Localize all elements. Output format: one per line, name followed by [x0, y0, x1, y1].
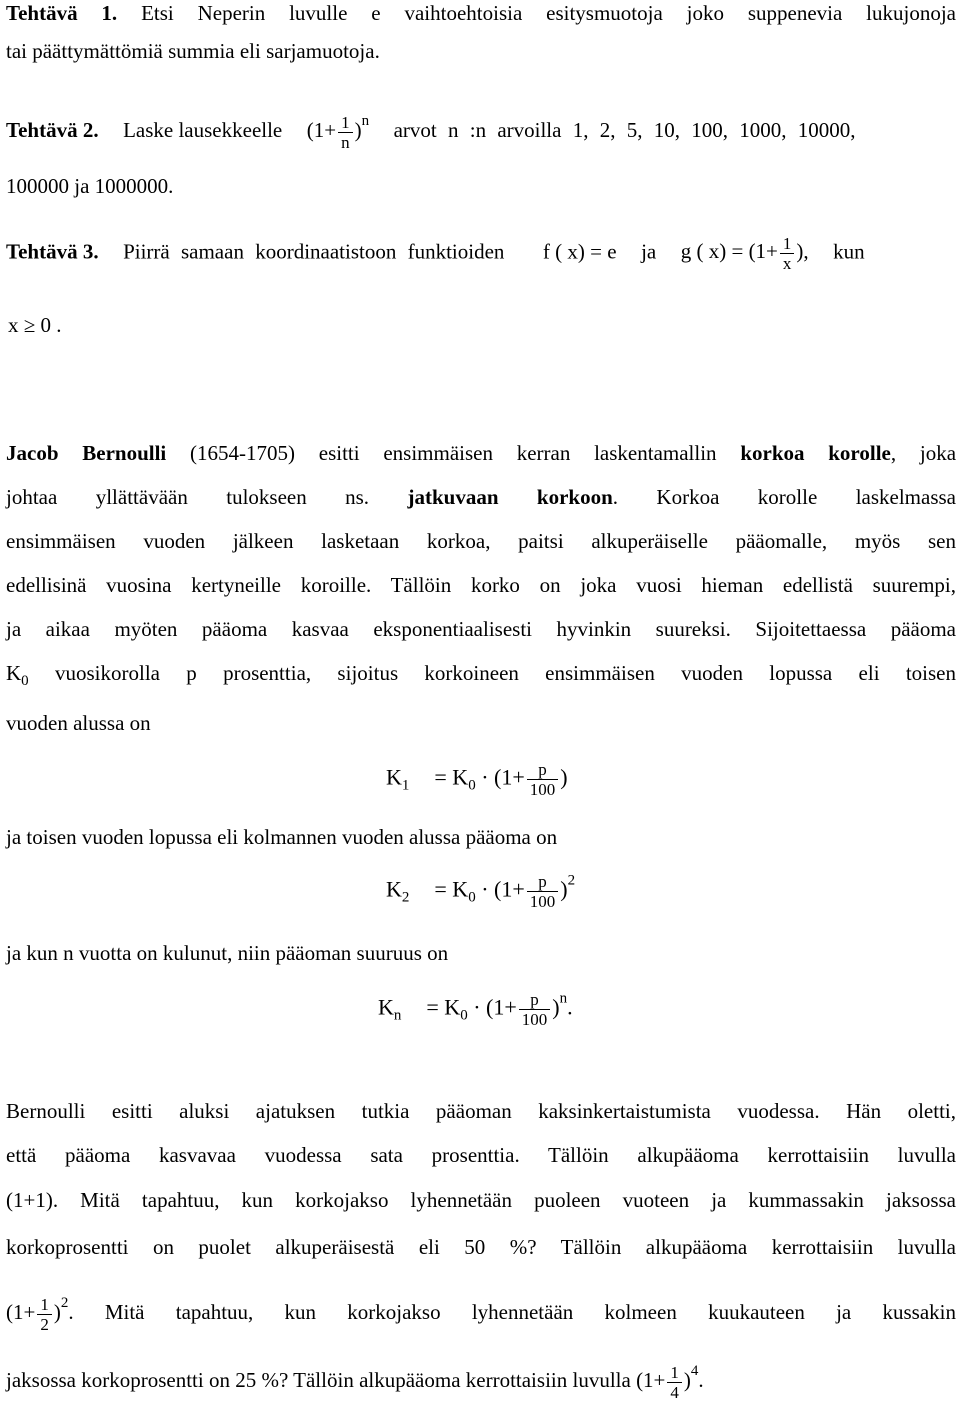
task-2-line-2: 100000 ja 1000000.	[6, 174, 174, 198]
expr-open: (1+	[636, 1368, 666, 1392]
g-close: ),	[796, 239, 809, 264]
task-3-kun: kun	[833, 239, 865, 264]
expr-close: )	[53, 1300, 61, 1324]
task-3-line-1	[6, 234, 956, 273]
eq-rhs: = K	[426, 994, 461, 1020]
body-text: . Mitä tapahtuu, kun korkojakso lyhennetään puoleen vuoteen ja kummassakin jaksossa	[52, 1188, 956, 1212]
fraction-numerator: 1	[780, 234, 795, 254]
expr-1-plus-half-squared	[6, 1294, 69, 1334]
eq-close: )	[560, 876, 568, 902]
equation-k1	[386, 760, 568, 799]
body-line-5: ja aikaa myöten pääoma kasvaa eksponentiaalisesti hyvinkin suureksi. Sijoitettaessa pääoma	[6, 617, 956, 641]
eq-lhs: K	[386, 876, 402, 902]
body-line-11: että pääoma kasvavaa vuodessa sata prosenttia. Tällöin alkupääoma kerrottaisiin luvulla	[6, 1143, 956, 1167]
fraction-1-over-4	[667, 1363, 682, 1402]
task-1-line-2: tai päättymättömiä summia eli sarjamuotoja.	[6, 39, 380, 63]
fraction-denominator: 2	[40, 1314, 49, 1334]
eq-exponent: n	[559, 990, 568, 1007]
fraction-1-over-n	[338, 113, 353, 152]
expr-1-plus-quarter-fourth	[636, 1362, 704, 1402]
eq-lhs-sub: 2	[401, 889, 410, 906]
k-letter: K	[6, 661, 22, 685]
fraction-numerator: p	[527, 872, 559, 892]
equation-kn	[378, 990, 573, 1029]
eq-rhs: = K	[434, 764, 469, 790]
expr-exponent: 2	[60, 1295, 69, 1311]
expr-exponent: 4	[690, 1363, 699, 1379]
function-g	[680, 234, 814, 273]
fraction-p-over-100	[527, 760, 559, 799]
body-line-10: Bernoulli esitti aluksi ajatuksen tutkia pääoman kaksinkertaistumista vuodessa. Hän oletti,	[6, 1099, 956, 1123]
fraction-numerator: 1	[37, 1295, 52, 1315]
task-1-line-1	[6, 0, 956, 26]
task-3-ja: ja	[641, 239, 657, 264]
k-subscript: 0	[21, 673, 29, 689]
fraction-1-over-x	[780, 234, 795, 273]
fraction-denominator: 100	[529, 892, 556, 911]
term-korkoa-korolle: korkoa korolle	[740, 441, 891, 465]
body-line-6	[6, 660, 956, 694]
eq-close: )	[552, 994, 560, 1020]
body-text: vuosikorolla p prosenttia, sijoitus korkoineen ensimmäisen vuoden lopussa eli toisen	[54, 661, 957, 685]
fraction-denominator: 100	[521, 1010, 548, 1029]
task-3-pre: Piirrä samaan koordinaatistoon funktioiden	[123, 239, 505, 264]
body-text: , joka	[890, 441, 957, 465]
expr-period: .	[698, 1368, 704, 1392]
eq-period: .	[567, 994, 573, 1020]
g-open: g ( x) = (1+	[680, 239, 778, 264]
fraction-numerator: 1	[667, 1363, 682, 1383]
fraction-numerator: p	[527, 760, 559, 780]
eq-exponent: 2	[567, 872, 576, 889]
eq-rhs-sub: 0	[460, 1007, 468, 1024]
fraction-p-over-100	[519, 990, 551, 1029]
expr-open: (1+	[306, 118, 337, 142]
eq-op: · (1+	[481, 876, 525, 902]
body-text: . Mitä tapahtuu, kun korkojakso lyhennetään kolmeen kuukauteen ja kussakin	[68, 1300, 956, 1324]
task-2-post: arvot n :n arvoilla 1, 2, 5, 10, 100, 1000, 10000,	[393, 118, 856, 142]
body-line-3: ensimmäisen vuoden jälkeen lasketaan korkoa, paitsi alkuperäiselle pääomalle, myös sen	[6, 529, 956, 553]
body-line-4: edellisinä vuosina kertyneille koroille. Tällöin korko on joka vuosi hieman edellistä suurempi,	[6, 573, 956, 597]
function-f: f ( x) = e	[542, 239, 617, 264]
fraction-denominator: 4	[670, 1382, 679, 1402]
expr-1-plus-1: (1+1)	[6, 1188, 53, 1212]
term-jatkuvaan-korkoon: jatkuvaan korkoon	[407, 485, 613, 509]
task-3-label: Tehtävä 3.	[6, 239, 99, 264]
body-line-14	[6, 1290, 956, 1334]
eq-rhs: = K	[434, 876, 469, 902]
body-text: . Korkoa korolle laskelmassa	[612, 485, 956, 509]
k0-symbol	[6, 661, 29, 689]
expr-close: )	[354, 118, 362, 142]
equation-k2	[386, 872, 575, 911]
body-line-15	[6, 1358, 704, 1402]
eq-close: )	[560, 764, 568, 790]
task-3-condition: x ≥ 0 .	[8, 313, 62, 337]
fraction-p-over-100	[527, 872, 559, 911]
expr-exponent: n	[361, 113, 370, 129]
body-line-12	[6, 1187, 956, 1213]
eq-op: · (1+	[481, 764, 525, 790]
eq-lhs: K	[386, 764, 402, 790]
body-line-2	[6, 484, 956, 510]
expr-close: )	[683, 1368, 691, 1392]
fraction-numerator: 1	[338, 113, 353, 133]
body-text: johtaa yllättävään tulokseen ns.	[6, 485, 370, 509]
eq-op: · (1+	[473, 994, 517, 1020]
body-line-9: ja kun n vuotta on kulunut, niin pääoman suuruus on	[6, 941, 449, 965]
fraction-numerator: p	[519, 990, 551, 1010]
body-line-1	[6, 440, 956, 466]
eq-lhs-sub: 1	[401, 777, 410, 794]
task-2-pre: Laske lausekkeelle	[123, 118, 283, 142]
bernoulli-name: Jacob Bernoulli	[6, 441, 167, 465]
expr-open: (1+	[6, 1300, 36, 1324]
body-line-7: vuoden alussa on	[6, 711, 151, 735]
fraction-denominator: n	[341, 132, 350, 152]
task-2-label: Tehtävä 2.	[6, 118, 99, 142]
fraction-denominator: 100	[529, 780, 556, 799]
task-1-label: Tehtävä 1.	[6, 1, 118, 25]
fraction-denominator: x	[782, 254, 792, 273]
body-text: (1654-1705) esitti ensimmäisen kerran laskentamallin	[190, 441, 717, 465]
fraction-1-over-2	[37, 1295, 52, 1334]
body-line-13: korkoprosentti on puolet alkuperäisestä eli 50 %? Tällöin alkupääoma kerrottaisiin luvulla	[6, 1235, 956, 1259]
body-text: jaksossa korkoprosentti on 25 %? Tällöin alkupääoma kerrottaisiin luvulla	[6, 1368, 631, 1392]
task-2-expression	[306, 112, 375, 152]
eq-lhs-sub: n	[393, 1007, 402, 1024]
task-2-line-1	[6, 108, 956, 152]
eq-rhs-sub: 0	[468, 777, 476, 794]
eq-rhs-sub: 0	[468, 889, 476, 906]
body-line-8: ja toisen vuoden lopussa eli kolmannen vuoden alussa pääoma on	[6, 825, 558, 849]
task-1-text: Etsi Neperin luvulle e vaihtoehtoisia esitysmuotoja joko suppenevia lukujonoja	[141, 1, 957, 25]
eq-lhs: K	[378, 994, 394, 1020]
